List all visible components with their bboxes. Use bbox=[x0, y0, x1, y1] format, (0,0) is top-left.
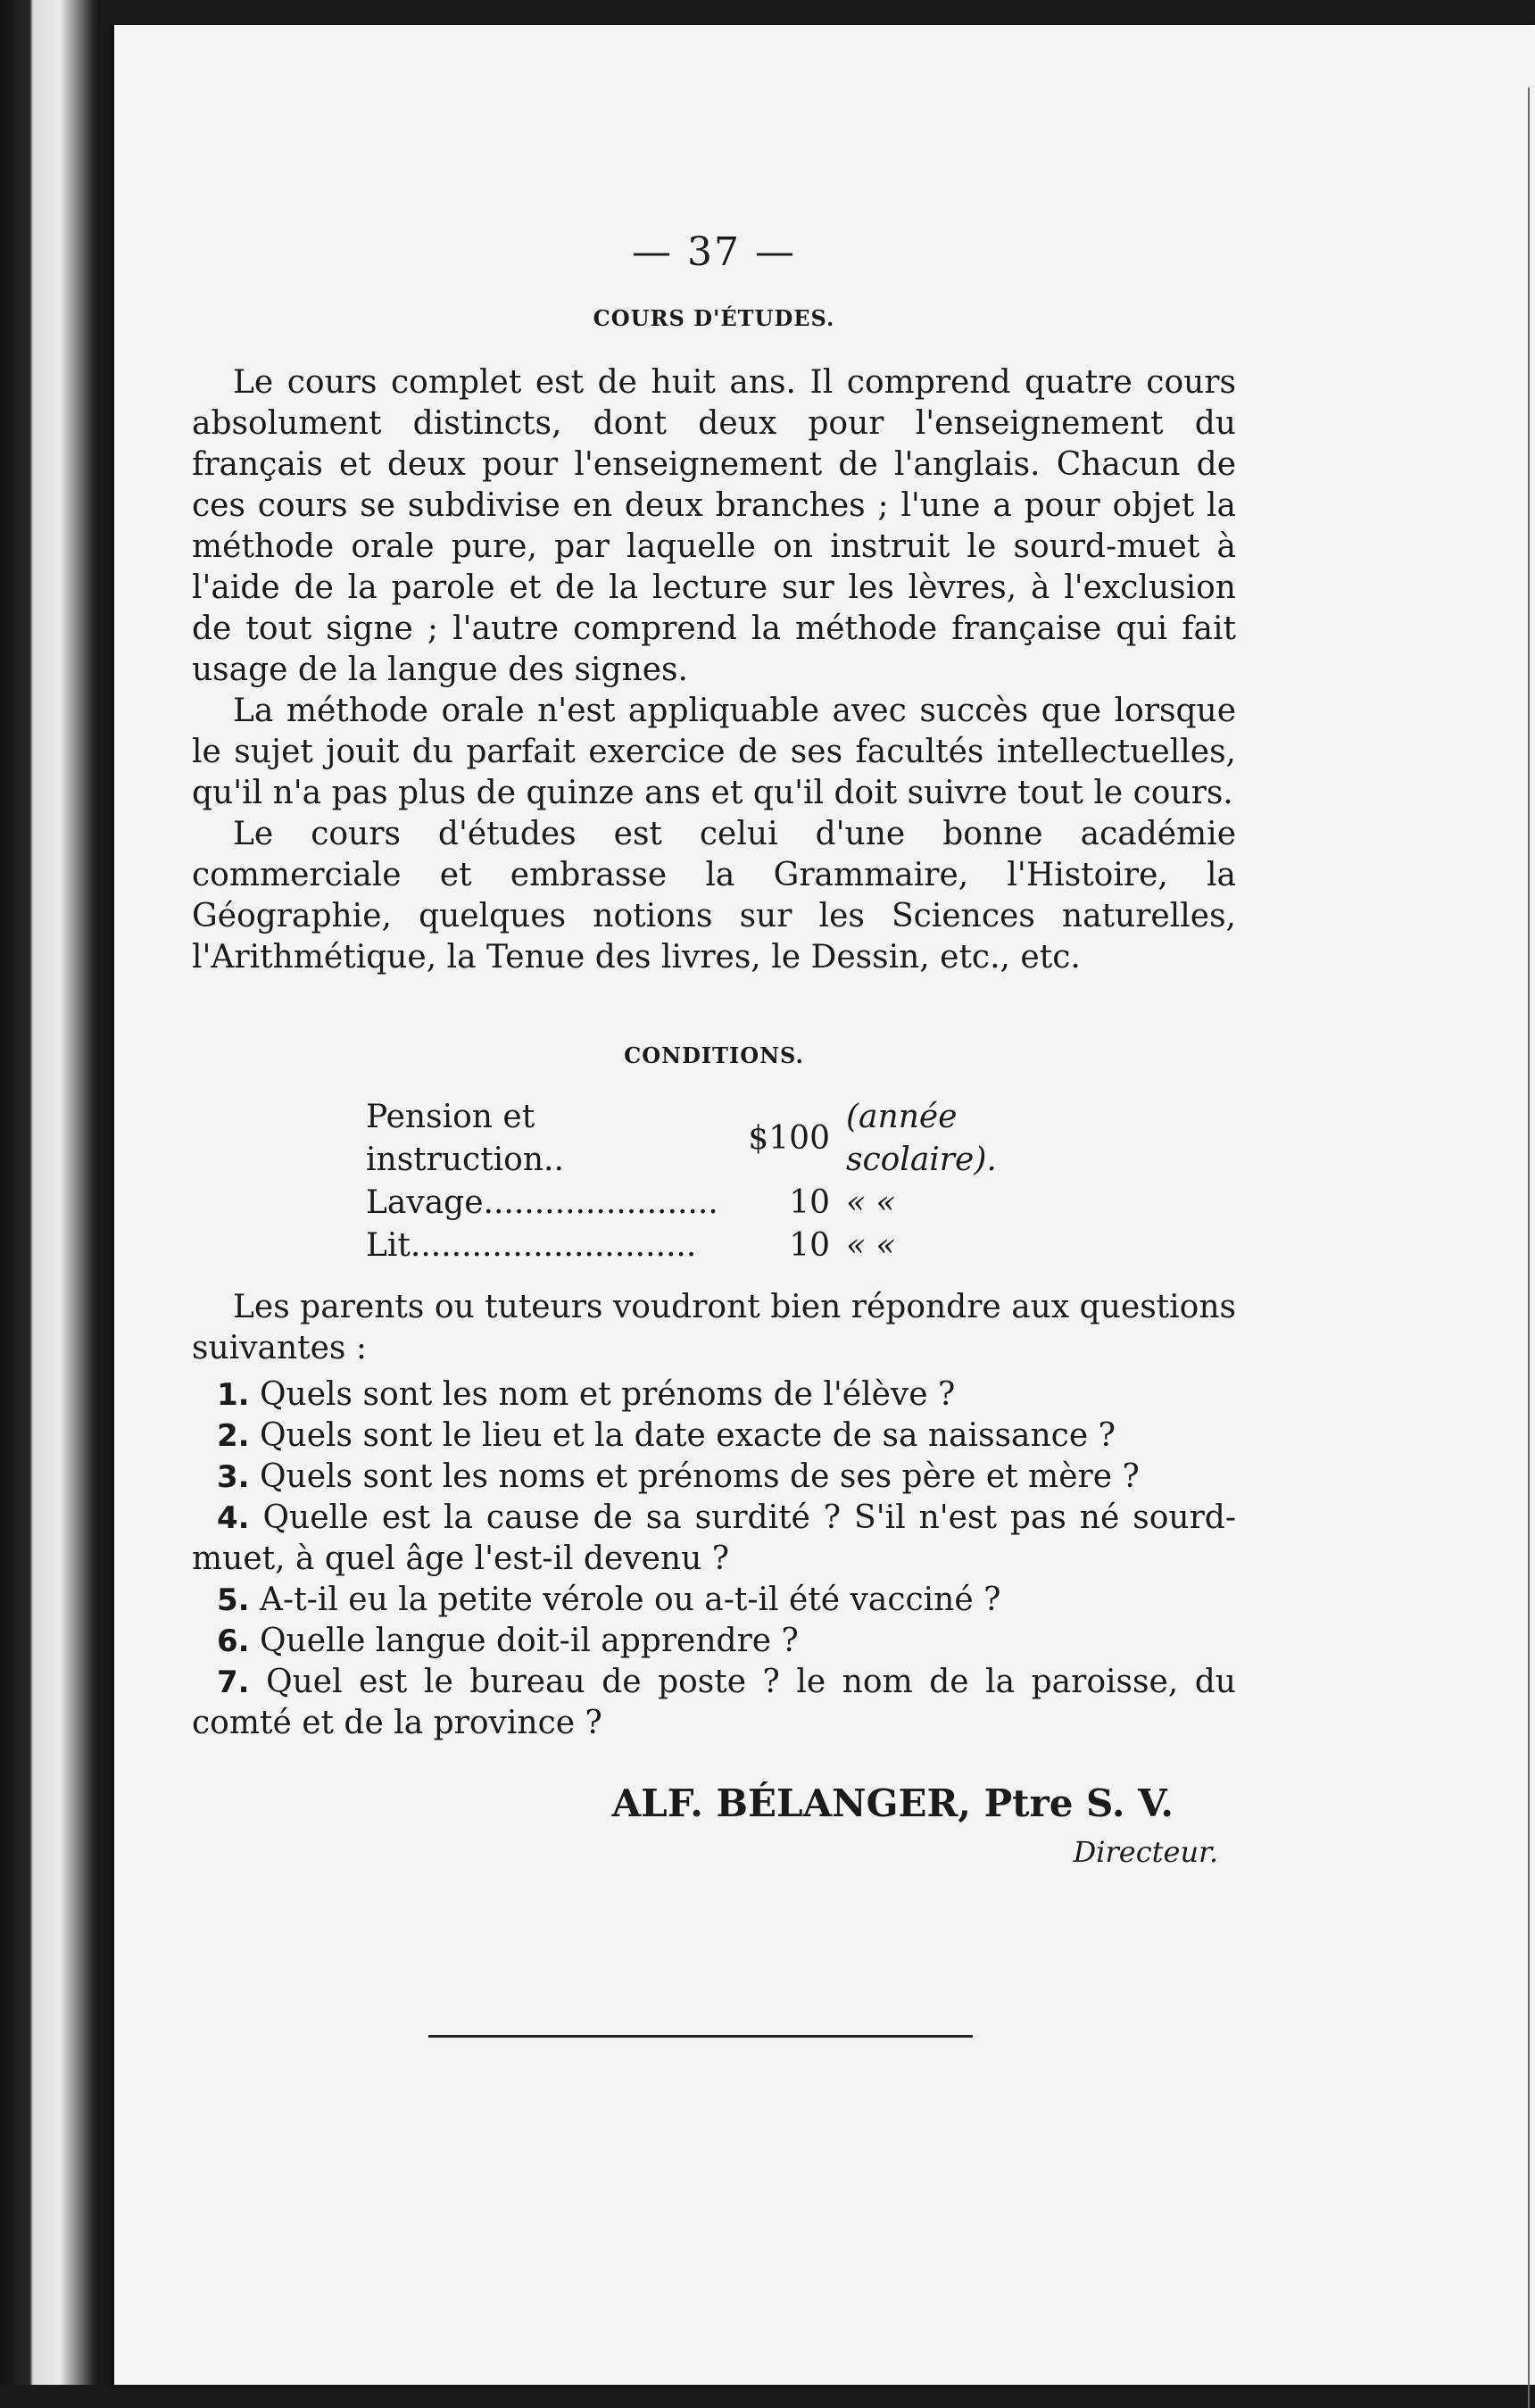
conditions-heading: CONDITIONS. bbox=[624, 1042, 804, 1068]
list-item bbox=[192, 1621, 1236, 1662]
condition-amount: 10 bbox=[789, 1184, 830, 1221]
condition-note: (année scolaire). bbox=[846, 1099, 997, 1178]
question-number: 1. bbox=[217, 1377, 250, 1413]
cours-paragraph-3: Le cours d'études est celui d'une bonne académie commerciale et embrasse la Grammaire, l'Histoire, la Géographie, quelques notions sur les Sciences naturelles, l'Arithmétique, la Tenue des livres, le Dessin, etc., etc. bbox=[192, 816, 1236, 976]
list-item bbox=[192, 1374, 1236, 1416]
cours-paragraph-2: La méthode orale n'est appliquable avec succès que lorsque le sujet jouit du parfait exercice de ses facultés intellectuelles, qu'il n'a pas plus de quinze ans et qu'il doit suivre tout le cours. bbox=[192, 693, 1236, 811]
list-item bbox=[192, 1457, 1236, 1498]
question-text: Quels sont les noms et prénoms de ses père et mère ? bbox=[260, 1458, 1140, 1495]
page-text bbox=[192, 229, 1236, 1872]
condition-note: « « bbox=[846, 1184, 896, 1221]
signature-name: ALF. BÉLANGER, Ptre S. V. bbox=[611, 1781, 1174, 1825]
question-number: 4. bbox=[217, 1500, 250, 1536]
cours-paragraph-1: Le cours complet est de huit ans. Il comprend quatre cours absolument distincts, dont deux pour l'enseignement du français et deux pour l'enseignement de l'anglais. Chacun de ces cours se subdivise en deux branches ; l'une a pour objet la méthode orale pure, par laquelle on instruit le sourd-muet à l'aide de la parole et de la lecture sur les lèvres, à l'exclusion de tout signe ; l'autre comprend la méthode française qui fait usage de la langue des signes. bbox=[192, 364, 1236, 688]
signature-title: Directeur. bbox=[1073, 1835, 1218, 1869]
list-item bbox=[192, 1498, 1236, 1580]
list-item bbox=[192, 1416, 1236, 1457]
condition-amount: $100 bbox=[748, 1120, 830, 1157]
question-number: 5. bbox=[217, 1582, 250, 1618]
list-item bbox=[192, 1662, 1236, 1744]
condition-row bbox=[366, 1182, 1062, 1225]
question-text: Quelle est la cause de sa surdité ? S'il n'est pas né sourd-muet, à quel âge l'est-il devenu ? bbox=[192, 1499, 1236, 1577]
conditions-table bbox=[366, 1096, 1062, 1267]
condition-note: « « bbox=[846, 1227, 896, 1264]
binding-edge bbox=[0, 0, 100, 2385]
condition-label: Lit............................ bbox=[366, 1227, 697, 1264]
closing-rule bbox=[428, 2035, 973, 2038]
list-item bbox=[192, 1580, 1236, 1621]
question-text: Quel est le bureau de poste ? le nom de la paroisse, du comté et de la province ? bbox=[192, 1664, 1236, 1741]
questions-intro: Les parents ou tuteurs voudront bien répondre aux questions suivantes : bbox=[192, 1289, 1236, 1366]
question-text: Quelle langue doit-il apprendre ? bbox=[260, 1623, 799, 1659]
cours-heading: COURS D'ÉTUDES. bbox=[593, 305, 835, 331]
questions-list bbox=[192, 1374, 1236, 1744]
question-text: A-t-il eu la petite vérole ou a-t-il été vacciné ? bbox=[260, 1582, 1001, 1618]
condition-label: Pension et instruction.. bbox=[366, 1099, 564, 1178]
question-number: 7. bbox=[217, 1665, 250, 1700]
page-edge-line bbox=[1528, 87, 1530, 2408]
question-number: 3. bbox=[217, 1459, 250, 1495]
condition-row bbox=[366, 1225, 1062, 1267]
question-text: Quels sont les nom et prénoms de l'élève ? bbox=[260, 1376, 956, 1413]
question-number: 2. bbox=[217, 1418, 250, 1454]
condition-label: Lavage....................... bbox=[366, 1184, 718, 1221]
question-text: Quels sont le lieu et la date exacte de sa naissance ? bbox=[260, 1417, 1116, 1454]
condition-amount: 10 bbox=[789, 1227, 830, 1264]
question-number: 6. bbox=[217, 1623, 250, 1659]
page-number: — 37 — bbox=[632, 229, 796, 275]
condition-row bbox=[366, 1096, 1062, 1182]
